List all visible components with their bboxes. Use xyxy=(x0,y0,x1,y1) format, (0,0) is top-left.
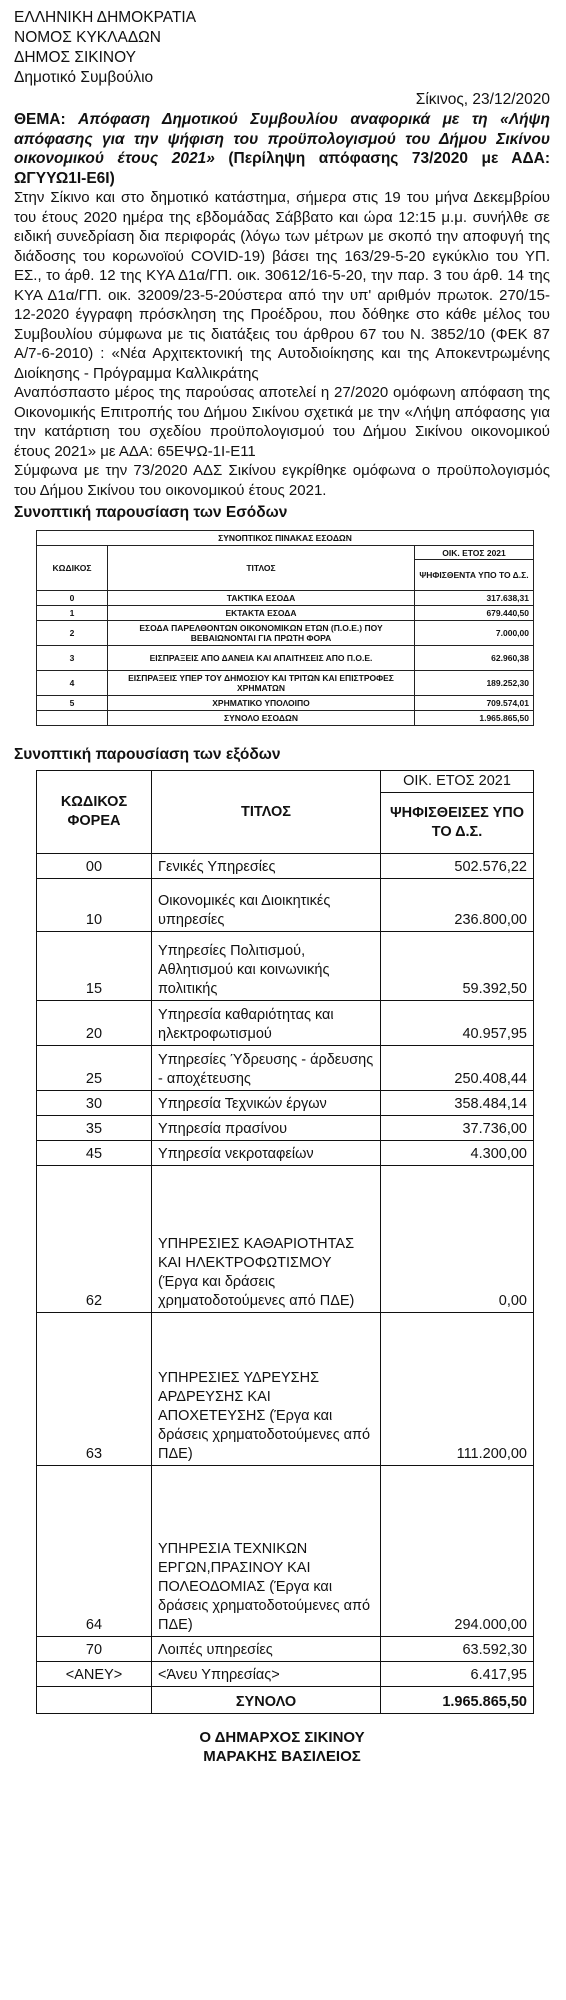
expense-cell-value: 4.300,00 xyxy=(381,1141,534,1166)
expense-cell-value: 1.965.865,50 xyxy=(381,1687,534,1714)
expense-cell-value: 37.736,00 xyxy=(381,1116,534,1141)
revenue-cell-value: 709.574,01 xyxy=(415,696,534,711)
signature-name: ΜΑΡΑΚΗΣ ΒΑΣΙΛΕΙΟΣ xyxy=(203,1748,361,1765)
subject-label: ΘΕΜΑ: xyxy=(14,111,79,128)
expense-cell-code: 45 xyxy=(37,1141,152,1166)
expense-cell-code: 62 xyxy=(37,1166,152,1313)
revenue-row xyxy=(37,621,534,646)
revenue-cell-value: 679.440,50 xyxy=(415,606,534,621)
expense-cell-value: 63.592,30 xyxy=(381,1637,534,1662)
expense-cell-code: 10 xyxy=(37,879,152,932)
expense-cell-title: <Άνευ Υπηρεσίας> xyxy=(152,1662,381,1687)
expense-cell-value: 59.392,50 xyxy=(381,932,534,1001)
expense-cell-title: ΥΠΗΡΕΣΙΕΣ ΥΔΡΕΥΣΗΣ ΑΡΔΡΕΥΣΗΣ ΚΑΙ ΑΠΟΧΕΤΕΥΣΗΣ (Έργα και δράσεις χρηματοδοτούμενες από ΠΔΕ) xyxy=(152,1313,381,1466)
expense-table xyxy=(36,770,534,1714)
signature-block xyxy=(14,1728,550,1766)
body-paragraph-1: Στην Σίκινο και στο δημοτικό κατάστημα, σήμερα στις 19 του μήνα Δεκεμβρίου του έτους 2020 ημέρα της εβδομάδας Σάββατο και ώρα 12:15 μ.μ. συνήλθε σε ειδική συνεδρίαση δια περιφοράς (λόγω των μέτρων με σκοπό την αποφυγή της διάδοσης του κορωνοϊού COVID-19) βάσει της 163/29-5-20 εγκύκλιο του ΥΠ. ΕΣ., το άρθ. 12 της ΚΥΑ Δ1α/ΓΠ. οικ. 30612/16-5-20, την παρ. 3 του άρθ. 14 της ΚΥΑ Δ1α/ΓΠ. οικ. 32009/23-5-20ύστερα από την υπ' αριθμόν πρωτοκ. 270/15-12-2020 έγγραφη πρόσκληση της Προέδρου, που δόθηκε στο κάθε μέλος του Συμβουλίου σύμφωνα με τις διατάξεις του άρθρου 67 του Ν. 3852/10 (ΦΕΚ 87 Α/7-6-2010) : «Νέα Αρχιτεκτονική της Αυτοδιοίκησης και της Αποκεντρωμένης Διοίκησης - Πρόγραμμα Καλλικράτης xyxy=(14,189,550,382)
revenue-cell-code: 5 xyxy=(37,696,108,711)
revenue-col-title: ΤΙΤΛΟΣ xyxy=(108,546,415,591)
expense-cell-title: Οικονομικές και Διοικητικές υπηρεσίες xyxy=(152,879,381,932)
revenue-cell-value: 189.252,30 xyxy=(415,671,534,696)
expense-cell-value: 6.417,95 xyxy=(381,1662,534,1687)
expense-row xyxy=(37,1313,534,1466)
expense-col-code: ΚΩΔΙΚΟΣ ΦΟΡΕΑ xyxy=(37,771,152,854)
expense-cell-code: 15 xyxy=(37,932,152,1001)
document-page xyxy=(14,8,550,1766)
revenue-row xyxy=(37,671,534,696)
body-paragraph-2: Αναπόσπαστο μέρος της παρούσας αποτελεί η 27/2020 ομόφωνη απόφαση της Οικονομικής Επιτροπής του Δήμου Σικίνου σχετικά με την «Λήψη απόφασης για την κατάρτιση του σχεδίου προϋπολογισμού του Δήμου Σικίνου οικονομικού έτους 2021» με ΑΔΑ: 65ΕΨΩ-1Ι-Ε11 xyxy=(14,384,550,460)
expense-row xyxy=(37,1687,534,1714)
revenue-table xyxy=(36,530,534,726)
header-line-2: ΝΟΜΟΣ ΚΥΚΛΑΔΩΝ xyxy=(14,29,161,46)
expense-cell-code xyxy=(37,1687,152,1714)
expense-cell-title: Υπηρεσίες Ύδρευσης - άρδευσης - αποχέτευσης xyxy=(152,1046,381,1091)
revenue-cell-title: ΕΚΤΑΚΤΑ ΕΣΟΔΑ xyxy=(108,606,415,621)
document-date: Σίκινος, 23/12/2020 xyxy=(415,91,550,108)
header-line-1: ΕΛΛΗΝΙΚΗ ΔΗΜΟΚΡΑΤΙΑ xyxy=(14,9,197,26)
issuer-header xyxy=(14,8,550,88)
expense-row xyxy=(37,879,534,932)
expense-row xyxy=(37,1001,534,1046)
expense-cell-value: 358.484,14 xyxy=(381,1091,534,1116)
expense-cell-code: 20 xyxy=(37,1001,152,1046)
revenue-row xyxy=(37,591,534,606)
expense-cell-title: ΥΠΗΡΕΣΙΕΣ ΚΑΘΑΡΙΟΤΗΤΑΣ ΚΑΙ ΗΛΕΚΤΡΟΦΩΤΙΣΜΟΥ (Έργα και δράσεις χρηματοδοτούμενες από ΠΔΕ) xyxy=(152,1166,381,1313)
expense-cell-title: ΣΥΝΟΛΟ xyxy=(152,1687,381,1714)
revenue-cell-title: ΕΙΣΠΡΑΞΕΙΣ ΥΠΕΡ ΤΟΥ ΔΗΜΟΣΙΟΥ ΚΑΙ ΤΡΙΤΩΝ ΚΑΙ ΕΠΙΣΤΡΟΦΕΣ ΧΡΗΜΑΤΩΝ xyxy=(108,671,415,696)
revenue-cell-title: ΧΡΗΜΑΤΙΚΟ ΥΠΟΛΟΙΠΟ xyxy=(108,696,415,711)
expense-row xyxy=(37,1466,534,1637)
expense-cell-code: 25 xyxy=(37,1046,152,1091)
revenue-cell-title: ΕΙΣΠΡΑΞΕΙΣ ΑΠΟ ΔΑΝΕΙΑ ΚΑΙ ΑΠΑΙΤΗΣΕΙΣ ΑΠΟ Π.Ο.Ε. xyxy=(108,646,415,671)
revenue-row xyxy=(37,711,534,726)
header-line-3: ΔΗΜΟΣ ΣΙΚΙΝΟΥ xyxy=(14,49,137,66)
expense-row xyxy=(37,1662,534,1687)
expense-row xyxy=(37,932,534,1001)
revenue-section-title: Συνοπτική παρουσίαση των Εσόδων xyxy=(14,504,288,521)
expense-col-title: ΤΙΤΛΟΣ xyxy=(152,771,381,854)
revenue-cell-title: ΤΑΚΤΙΚΑ ΕΣΟΔΑ xyxy=(108,591,415,606)
revenue-col-code: ΚΩΔΙΚΟΣ xyxy=(37,546,108,591)
expense-cell-title: Υπηρεσία Τεχνικών έργων xyxy=(152,1091,381,1116)
expense-cell-title: Υπηρεσία πρασίνου xyxy=(152,1116,381,1141)
expense-row xyxy=(37,1637,534,1662)
revenue-year-header: ΟΙΚ. ΕΤΟΣ 2021 xyxy=(415,546,534,560)
expense-cell-code: 00 xyxy=(37,854,152,879)
revenue-cell-code: 1 xyxy=(37,606,108,621)
expense-cell-code: <ΑΝΕΥ> xyxy=(37,1662,152,1687)
revenue-cell-value: 317.638,31 xyxy=(415,591,534,606)
expense-row xyxy=(37,1116,534,1141)
expense-cell-title: Λοιπές υπηρεσίες xyxy=(152,1637,381,1662)
revenue-cell-code: 2 xyxy=(37,621,108,646)
revenue-cell-code: 4 xyxy=(37,671,108,696)
expense-cell-value: 40.957,95 xyxy=(381,1001,534,1046)
expense-cell-code: 30 xyxy=(37,1091,152,1116)
revenue-cell-code: 0 xyxy=(37,591,108,606)
expense-cell-value: 294.000,00 xyxy=(381,1466,534,1637)
expense-row xyxy=(37,1091,534,1116)
expense-row xyxy=(37,854,534,879)
revenue-cell-value: 62.960,38 xyxy=(415,646,534,671)
expense-row xyxy=(37,1141,534,1166)
expense-cell-code: 70 xyxy=(37,1637,152,1662)
expense-cell-code: 63 xyxy=(37,1313,152,1466)
expense-cell-value: 111.200,00 xyxy=(381,1313,534,1466)
revenue-rows xyxy=(37,591,534,726)
expense-cell-code: 64 xyxy=(37,1466,152,1637)
subject-italic: Απόφαση Δημοτικού Συμβουλίου αναφορικά με τη «Λήψη απόφασης για την ψήφιση του προϋπολογισμού του Δήμου Σικίνου οικονομικού έτους 2021» xyxy=(14,111,550,167)
expense-row xyxy=(37,1166,534,1313)
subject xyxy=(14,110,550,188)
revenue-cell-value: 7.000,00 xyxy=(415,621,534,646)
expense-section-title: Συνοπτική παρουσίαση των εξόδων xyxy=(14,746,281,763)
expense-cell-title: Υπηρεσία νεκροταφείων xyxy=(152,1141,381,1166)
revenue-cell-code: 3 xyxy=(37,646,108,671)
header-line-4: Δημοτικό Συμβούλιο xyxy=(14,69,154,86)
expense-year-header: ΟΙΚ. ΕΤΟΣ 2021 xyxy=(381,771,534,793)
revenue-row xyxy=(37,606,534,621)
expense-rows xyxy=(37,854,534,1714)
expense-col-value: ΨΗΦΙΣΘΕΙΣΕΣ ΥΠΟ ΤΟ Δ.Σ. xyxy=(381,793,534,854)
revenue-cell-code xyxy=(37,711,108,726)
revenue-cell-value: 1.965.865,50 xyxy=(415,711,534,726)
subject-tail: (Περίληψη απόφασης 73/2020 με ΑΔΑ: ΩΓΥΥΩ1Ι-Ε6Ι) xyxy=(14,150,550,187)
expense-cell-title: Γενικές Υπηρεσίες xyxy=(152,854,381,879)
expense-cell-title: Υπηρεσίες Πολιτισμού, Αθλητισμού και κοινωνικής πολιτικής xyxy=(152,932,381,1001)
expense-cell-value: 250.408,44 xyxy=(381,1046,534,1091)
expense-cell-value: 502.576,22 xyxy=(381,854,534,879)
signature-title: Ο ΔΗΜΑΡΧΟΣ ΣΙΚΙΝΟΥ xyxy=(199,1729,365,1746)
expense-cell-value: 236.800,00 xyxy=(381,879,534,932)
revenue-col-value: ΨΗΦΙΣΘΕΝΤΑ ΥΠΟ ΤΟ Δ.Σ. xyxy=(415,560,534,591)
revenue-table-caption: ΣΥΝΟΠΤΙΚΟΣ ΠΙΝΑΚΑΣ ΕΣΟΔΩΝ xyxy=(37,531,534,546)
revenue-cell-title: ΣΥΝΟΛΟ ΕΣΟΔΩΝ xyxy=(108,711,415,726)
expense-cell-value: 0,00 xyxy=(381,1166,534,1313)
expense-row xyxy=(37,1046,534,1091)
body-paragraph-3: Σύμφωνα με την 73/2020 ΑΔΣ Σικίνου εγκρίθηκε ομόφωνα ο προϋπολογισμός του Δήμου Σικίνου του οικονομικού έτους 2021. xyxy=(14,462,550,499)
expense-cell-code: 35 xyxy=(37,1116,152,1141)
revenue-row xyxy=(37,696,534,711)
revenue-cell-title: ΕΣΟΔΑ ΠΑΡΕΛΘΟΝΤΩΝ ΟΙΚΟΝΟΜΙΚΩΝ ΕΤΩΝ (Π.Ο.Ε.) ΠΟΥ ΒΕΒΑΙΩΝΟΝΤΑΙ ΓΙΑ ΠΡΩΤΗ ΦΟΡΑ xyxy=(108,621,415,646)
revenue-row xyxy=(37,646,534,671)
expense-cell-title: Υπηρεσία καθαριότητας και ηλεκτροφωτισμού xyxy=(152,1001,381,1046)
expense-cell-title: ΥΠΗΡΕΣΙΑ ΤΕΧΝΙΚΩΝ ΕΡΓΩΝ,ΠΡΑΣΙΝΟΥ ΚΑΙ ΠΟΛΕΟΔΟΜΙΑΣ (Έργα και δράσεις χρηματοδοτούμενες από ΠΔΕ) xyxy=(152,1466,381,1637)
